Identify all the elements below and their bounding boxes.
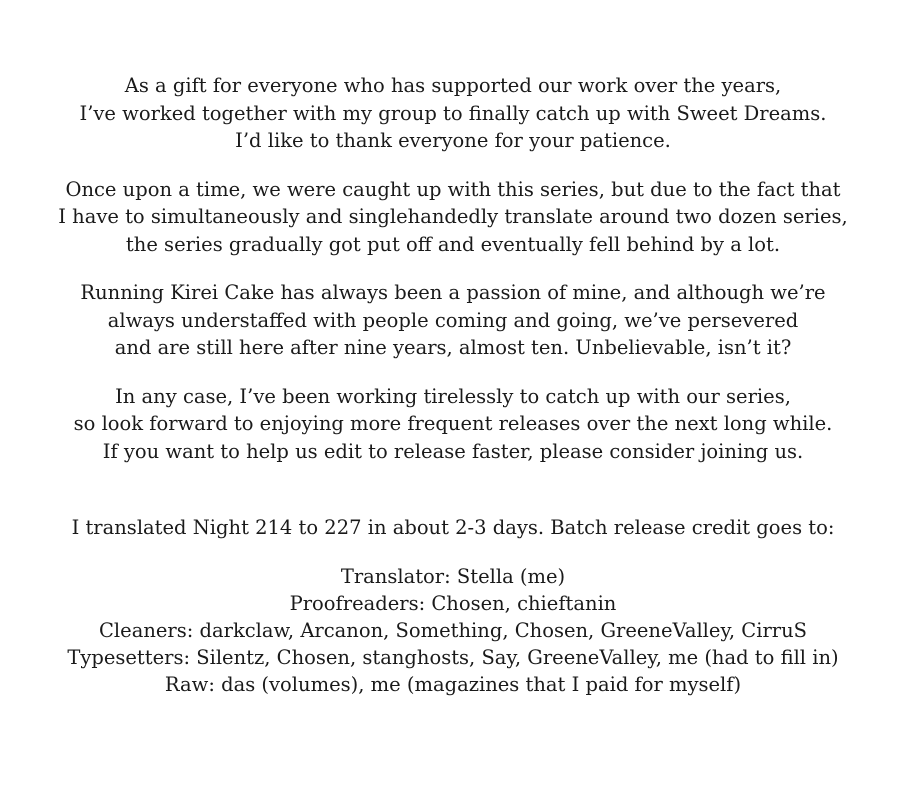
batch-note-text: I translated Night 214 to 227 in about 2-3 days. Batch release credit goes to:	[71, 516, 835, 539]
credits-list	[0, 563, 906, 698]
credit-cleaners: Cleaners: darkclaw, Arcanon, Something, Chosen, GreeneValley, CirruS	[99, 618, 807, 642]
credits-page	[0, 72, 906, 698]
text-line: As a gift for everyone who has supported our work over the years,	[124, 74, 782, 97]
text-line: I have to simultaneously and singlehandedly translate around two dozen series,	[58, 205, 848, 228]
spacer	[0, 486, 906, 514]
credit-proofreaders: Proofreaders: Chosen, chieftanin	[289, 591, 617, 615]
paragraph-catch-up	[0, 383, 906, 466]
text-line: I’ve worked together with my group to finally catch up with Sweet Dreams.	[79, 101, 827, 125]
credit-typesetters: Typesetters: Silentz, Chosen, stanghosts, Say, GreeneValley, me (had to fill in)	[67, 645, 839, 669]
paragraph-gift	[0, 72, 906, 155]
batch-note	[0, 514, 906, 542]
text-line: the series gradually got put off and eventually fell behind by a lot.	[125, 232, 781, 256]
text-line: If you want to help us edit to release faster, please consider joining us.	[102, 439, 804, 463]
text-line: and are still here after nine years, almost ten. Unbelievable, isn’t it?	[114, 336, 792, 359]
credit-translator: Translator: Stella (me)	[340, 564, 566, 588]
text-line: Once upon a time, we were caught up with this series, but due to the fact that	[65, 177, 841, 201]
text-line: I’d like to thank everyone for your patience.	[235, 129, 671, 152]
text-line: always understaffed with people coming and going, we’ve persevered	[107, 308, 799, 332]
text-line: Running Kirei Cake has always been a passion of mine, and although we’re	[80, 281, 826, 304]
text-line: so look forward to enjoying more frequent releases over the next long while.	[73, 412, 833, 435]
credit-raw: Raw: das (volumes), me (magazines that I paid for myself)	[164, 672, 742, 696]
text-line: In any case, I’ve been working tirelessly to catch up with our series,	[115, 384, 791, 408]
paragraph-passion	[0, 279, 906, 362]
paragraph-history	[0, 176, 906, 259]
